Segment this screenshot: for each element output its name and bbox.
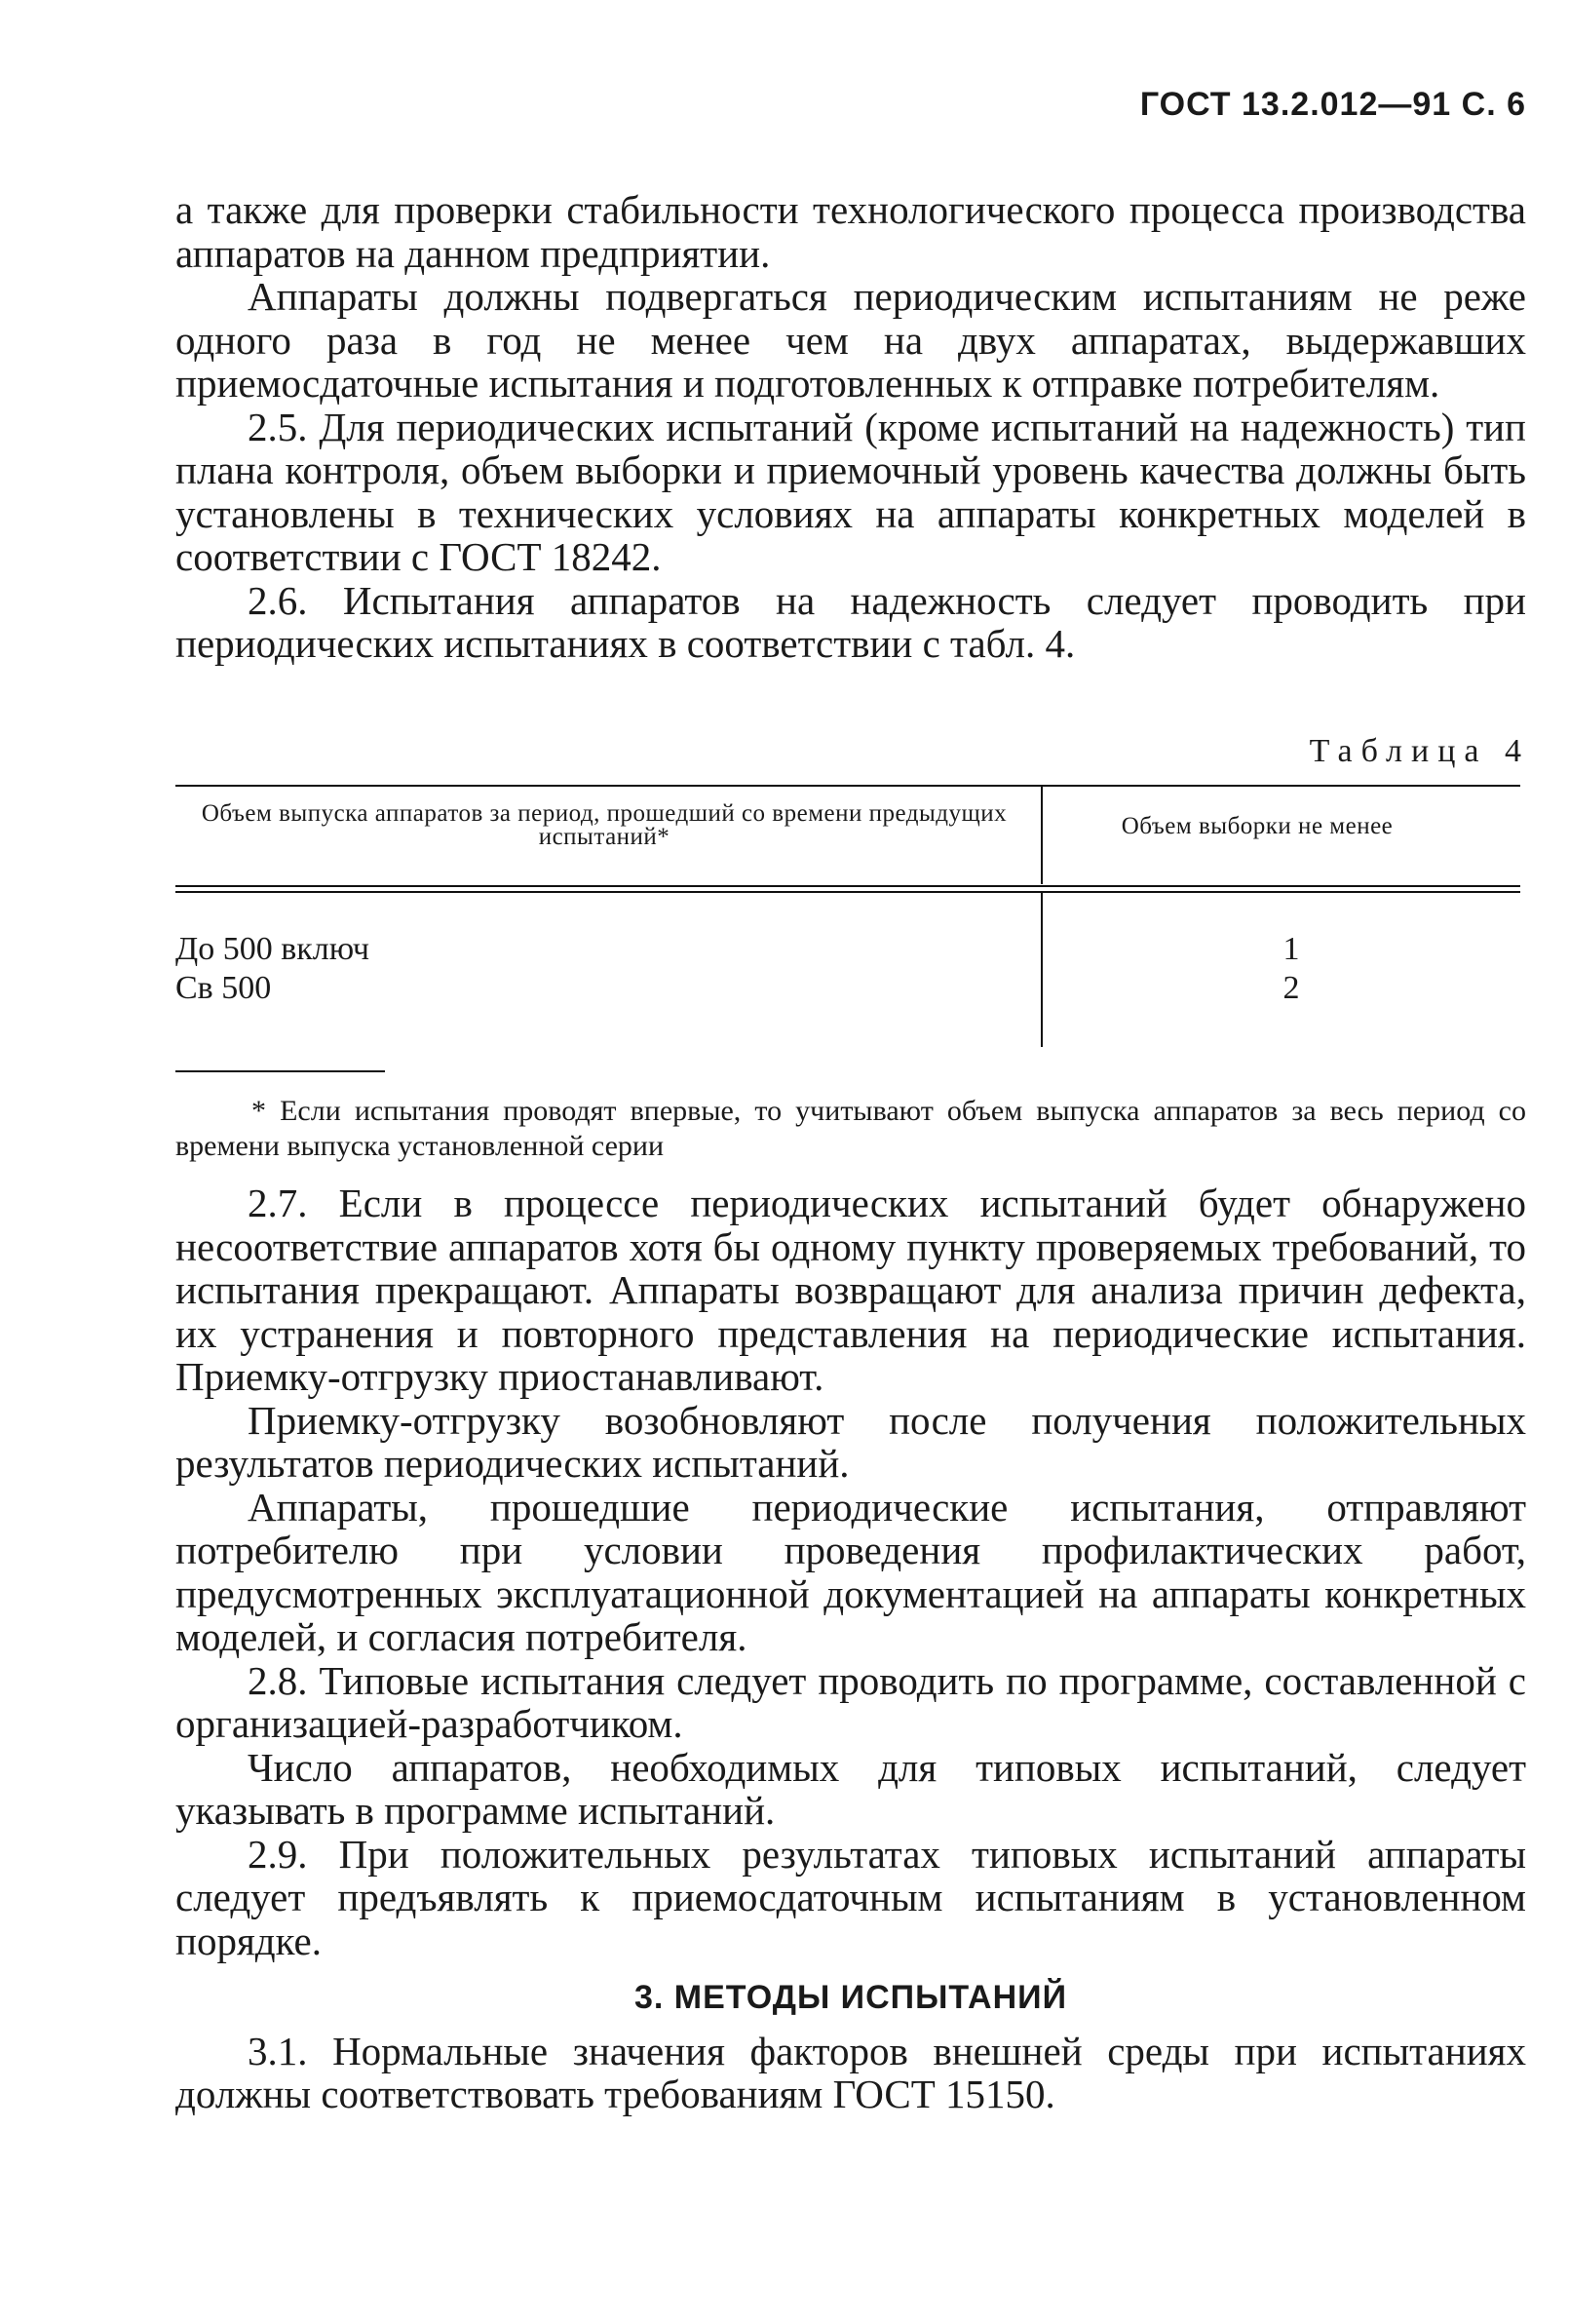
- main-text-block: [175, 1181, 1526, 2116]
- paragraph-2-5: 2.5. Для периодических испытаний (кроме испытаний на надежность) тип плана контроля, объем выборки и приемочный уровень качества должны быть установлены в технических условиях на аппараты конкретных моделей в соответствии с ГОСТ 18242.: [175, 404, 1526, 579]
- paragraph-periodic-tests: Аппараты должны подвергаться периодическим испытаниям не реже одного раза в год не менее чем на двух аппаратах, выдержавших приемосдаточные испытания и подготовленных к отправке потребителям.: [175, 274, 1526, 406]
- paragraph-2-7: 2.7. Если в процессе периодических испытаний будет обнаружено несоответствие аппаратов хотя бы одному пункту проверяемых требований, то испытания прекращают. Аппараты возвращают для анализа причин дефекта, их устранения и повторного представления на периодические испытания. Приемку-отгрузку приостанавливают.: [175, 1181, 1526, 1399]
- running-header: ГОСТ 13.2.012—91 С. 6: [1139, 86, 1526, 123]
- table-header-rule: [175, 885, 1520, 893]
- paragraph-3-1: 3.1. Нормальные значения факторов внешней среды при испытаниях должны соответствовать требованиям ГОСТ 15150.: [175, 2028, 1526, 2116]
- section-3-title: 3. МЕТОДЫ ИСПЫТАНИЙ: [634, 1979, 1067, 2016]
- paragraph-2-6: 2.6. Испытания аппаратов на надежность следует проводить при периодических испытаниях в соответствии с табл. 4.: [175, 577, 1526, 666]
- table-header-divider: [1041, 787, 1043, 884]
- table-cell-volume: До 500 включ: [175, 931, 369, 967]
- paragraph-continuation: а также для проверки стабильности технологического процесса производства аппаратов на данном предприятии.: [175, 187, 1526, 276]
- table-top-rule: [175, 785, 1520, 787]
- table-footnote: * Если испытания проводят впервые, то учитывают объем выпуска аппаратов за весь период со времени выпуска установленной серии: [175, 1095, 1526, 1162]
- paragraph-2-9: 2.9. При положительных результатах типовых испытаний аппараты следует предъявлять к приемосдаточным испытаниям в установленном порядке.: [175, 1831, 1526, 1963]
- table-cell-volume: Св 500: [175, 970, 272, 1006]
- footnote-rule: [175, 1070, 385, 1072]
- table-body-divider: [1041, 891, 1043, 1047]
- intro-text-block: [175, 188, 1526, 666]
- paragraph-2-8: 2.8. Типовые испытания следует проводить по программе, составленной с организацией-разработчиком.: [175, 1657, 1526, 1746]
- paragraph-type-test-count: Число аппаратов, необходимых для типовых испытаний, следует указывать в программе испытаний.: [175, 1744, 1526, 1833]
- table-header-sample: Объем выборки не менее: [1121, 813, 1394, 839]
- table-cell-sample: 1: [1282, 931, 1300, 967]
- table-caption: Таблица 4: [1309, 733, 1530, 769]
- table-header-volume: Объем выпуска аппаратов за период, прошедший со времени предыдущих испытаний*: [201, 800, 1008, 850]
- table-cell-sample: 2: [1282, 970, 1300, 1006]
- paragraph-shipping: Аппараты, прошедшие периодические испытания, отправляют потребителю при условии проведения профилактических работ, предусмотренных эксплуатационной документацией на аппараты конкретных моделей, и согласия потребителя.: [175, 1484, 1526, 1659]
- paragraph-resume-acceptance: Приемку-отгрузку возобновляют после получения положительных результатов периодических испытаний.: [175, 1397, 1526, 1486]
